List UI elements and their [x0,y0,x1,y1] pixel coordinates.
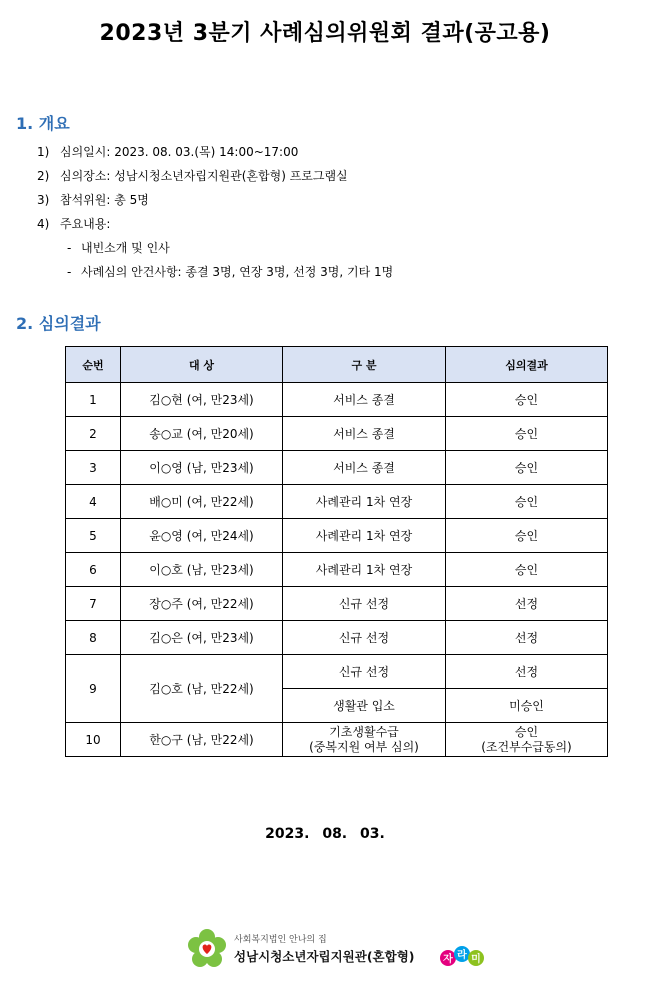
cell-no: 6 [66,553,121,587]
cell-no: 2 [66,417,121,451]
brand-char: 자 [443,954,453,965]
cell-result: 승인 [446,485,608,519]
overview-subitem: - 사례심의 안건사항: 종결 3명, 연장 3명, 선정 3명, 기타 1명 [67,265,394,279]
section-heading-overview: 1. 개요 [16,114,70,133]
cell-result: 승인 [446,383,608,417]
document-date: 2023. 08. 03. [265,826,385,842]
cell-no: 10 [66,723,121,757]
table-row [66,553,608,587]
organization-subtitle: 사회복지법인 안나의 집 [234,935,327,945]
cell-target: 김○현 (여, 만23세) [121,383,283,417]
cell-target: 송○교 (여, 만20세) [121,417,283,451]
header-result: 심의결과 [446,347,608,383]
cell-result: 승인 [446,451,608,485]
cell-result: 승인 [446,417,608,451]
cell-no: 3 [66,451,121,485]
header-target: 대 상 [121,347,283,383]
table-row [66,417,608,451]
cell-target: 한○구 (남, 만22세) [121,723,283,757]
header-no: 순번 [66,347,121,383]
cell-no: 1 [66,383,121,417]
cell-result: 미승인 [446,689,608,723]
cell-target: 이○영 (남, 만23세) [121,451,283,485]
cell-category: 신규 선정 [283,621,446,655]
overview-item: 1) 심의일시: 2023. 08. 03.(목) 14:00~17:00 [37,145,299,159]
cell-category: 신규 선정 [283,587,446,621]
cell-category [283,723,446,757]
cell-no: 9 [66,655,121,723]
cell-result-line: (조건부수급동의) [481,739,572,754]
table-row [66,587,608,621]
cell-category: 서비스 종결 [283,451,446,485]
cell-result: 승인 [446,519,608,553]
cell-category-line: 기초생활수급 [329,724,399,739]
cell-no: 8 [66,621,121,655]
overview-subitem: - 내빈소개 및 인사 [67,241,170,255]
table-row [66,621,608,655]
cell-no: 4 [66,485,121,519]
cell-no: 5 [66,519,121,553]
table-row [66,519,608,553]
cell-result: 승인 [446,553,608,587]
cell-category: 신규 선정 [283,655,446,689]
document-title: 2023년 3분기 사례심의위원회 결과(공고용) [99,21,551,46]
organization-logo [186,928,486,972]
cell-category: 사례관리 1차 연장 [283,553,446,587]
overview-item: 4) 주요내용: [37,217,111,231]
table-row [66,723,608,757]
cell-target: 이○호 (남, 만23세) [121,553,283,587]
cell-category: 생활관 입소 [283,689,446,723]
table-row [66,655,608,689]
overview-item: 3) 참석위원: 총 5명 [37,193,149,207]
table-row [66,451,608,485]
brand-char: 미 [471,954,481,965]
cell-result: 선정 [446,621,608,655]
cell-target: 김○호 (남, 만22세) [121,655,283,723]
header-category: 구 분 [283,347,446,383]
brand-char: 라 [457,950,467,961]
cell-category: 서비스 종결 [283,417,446,451]
jarami-brand-logo [440,944,484,968]
table-row [66,485,608,519]
cell-category: 서비스 종결 [283,383,446,417]
cell-target: 배○미 (여, 만22세) [121,485,283,519]
cell-target: 윤○영 (여, 만24세) [121,519,283,553]
cell-category: 사례관리 1차 연장 [283,519,446,553]
table-row [66,383,608,417]
results-table [65,346,608,757]
cell-result-line: 승인 [514,724,539,739]
cell-result: 선정 [446,655,608,689]
overview-item: 2) 심의장소: 성남시청소년자립지원관(혼합형) 프로그램실 [37,169,348,183]
section-heading-results: 2. 심의결과 [16,314,101,333]
cell-no: 7 [66,587,121,621]
cell-category: 사례관리 1차 연장 [283,485,446,519]
flower-heart-icon [186,928,228,970]
cell-target: 장○주 (여, 만22세) [121,587,283,621]
cell-category-line: (중복지원 여부 심의) [309,739,419,754]
table-header-row [66,347,608,383]
cell-target: 김○은 (여, 만23세) [121,621,283,655]
overview-list [37,143,393,287]
cell-result: 선정 [446,587,608,621]
organization-name: 성남시청소년자립지원관(혼합형) [234,949,415,964]
cell-result [446,723,608,757]
